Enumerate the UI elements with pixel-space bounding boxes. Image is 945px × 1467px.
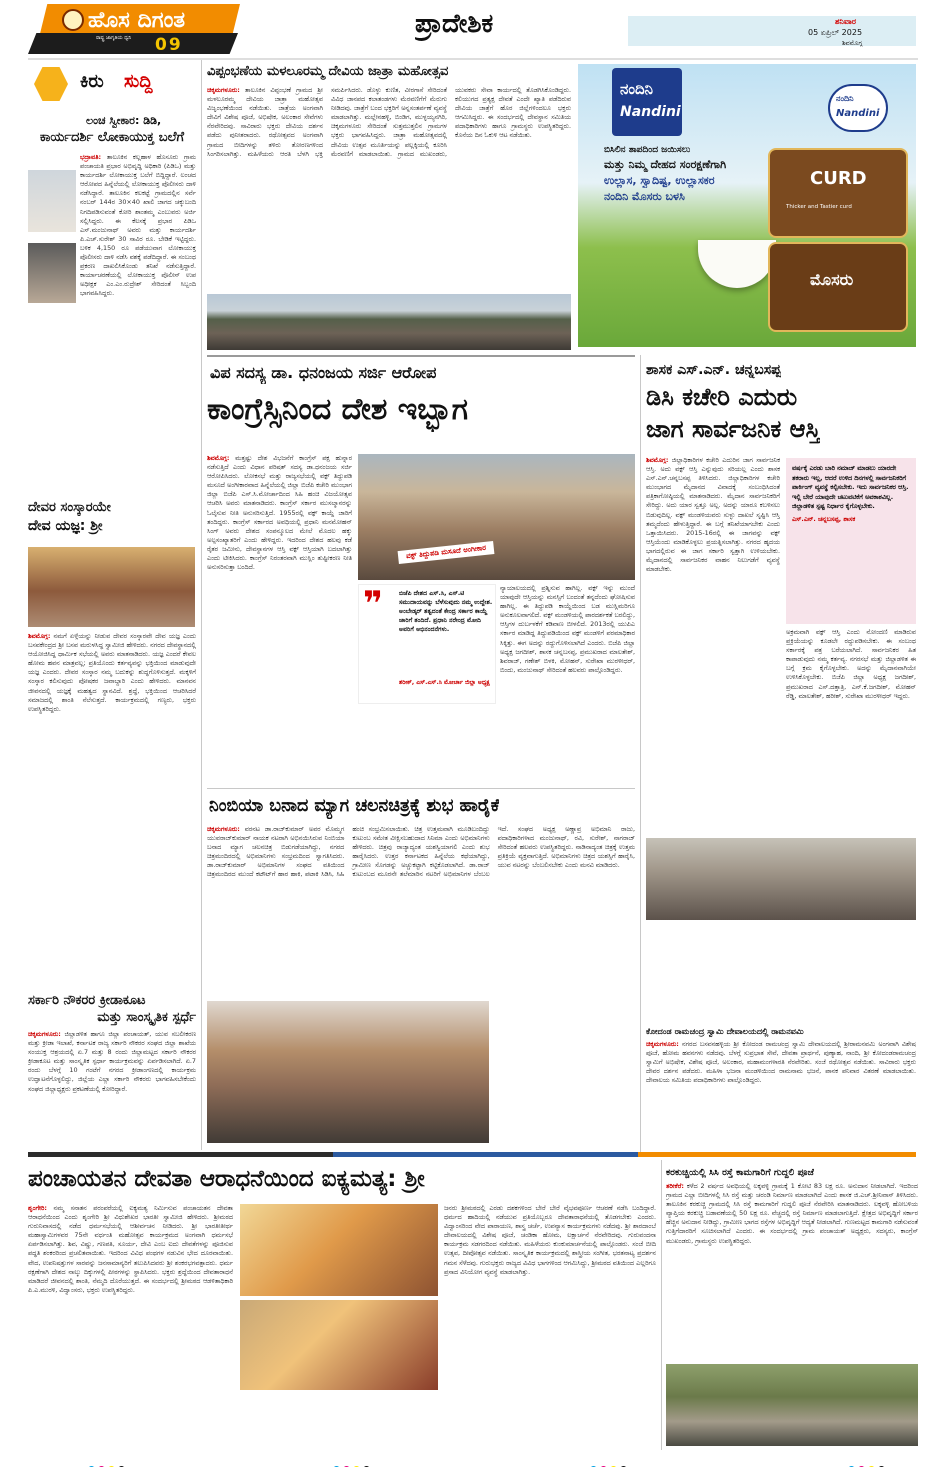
panchayatana-body-1: [28, 1204, 233, 1444]
masthead-city: ಶಿವಮೊಗ್ಗ: [842, 39, 863, 47]
nandini-logo-right-kn: ನಂದಿನಿ: [836, 94, 854, 103]
bottom-bar-orange: [638, 1152, 916, 1157]
ad-line2: ಮತ್ತು ನಿಮ್ಮ ದೇಹದ ಸಂರಕ್ಷಣೆಗಾಗಿ: [604, 158, 727, 171]
panchayatana-content-2: ಜನರು ಶ್ರೀಮಠದಲ್ಲಿ ಎರಡು ದಶಕಗಳಿಂದ ಬೇರೆ ಬೇರೆ ವೈಭವಪೂರ್ಣ ಆಚರಣೆ ನಡೆಸಿ ಬಂದಿದ್ದಾರೆ. ಧರ್ಮದ ಹಾದಿಯಲ್ಲಿ ನಡೆಯುವ ಪ್ರತಿಯೊಬ್ಬರೂ ದೇವತಾರಾಧನೆಯಲ್ಲಿ ತೊಡಗಬೇಕು ಎಂದರು. ವಿದ್ವಾಂಸರಿಂದ ವೇದ ಪಾರಾಯಣ, ಶಾಸ್ತ್ರ ಚರ್ಚೆ, ಉಪನ್ಯಾಸ ಕಾರ್ಯಕ್ರಮಗಳು ನಡೆದವು. ಶ್ರೀ ಶಾರದಾಂಬೆ ದೇವಾಲಯದಲ್ಲಿ ವಿಶೇಷ ಪೂಜೆ, ಚಂಡಿಕಾ ಹೋಮ, ಲಕ್ಷಾರ್ಚನೆ ನೆರವೇರಿದವು. ಗುರುವಂದನಾ ಕಾರ್ಯಕ್ರಮ ಸಡಗರದಿಂದ ನಡೆಯಿತು. ಮಹಿಳೆಯರು ಕುಂಕುಮಾರ್ಚನೆಯಲ್ಲಿ ಪಾಲ್ಗೊಂಡರು. ಸಂಜೆ ಬೀದಿ ಉತ್ಸವ, ದೀಪೋತ್ಸವ ನಡೆಯಿತು. ಸಾಂಸ್ಕೃತಿಕ ಕಾರ್ಯಕ್ರಮದಲ್ಲಿ ಶಾಸ್ತ್ರೀಯ ಸಂಗೀತ, ಭರತನಾಟ್ಯ ಪ್ರದರ್ಶನ ಗಮನ ಸೆಳೆದವು. ಗುರುಭಕ್ತರು ರಾಜ್ಯದ ವಿವಿಧ ಭಾಗಗಳಿಂದ ಆಗಮಿಸಿದ್ದು, ಶ್ರೀಮಠದ ವತಿಯಿಂದ ಎಲ್ಲರಿಗೂ ಪ್ರಸಾದ ವಿನಿಯೋಗ ವ್ಯವಸ್ಥೆ ಮಾಡಲಾಗಿತ್ತು.: [444, 1204, 656, 1276]
story1-title-line2: ಕಾರ್ಯದರ್ಶಿ ಲೋಕಾಯುಕ್ತ ಬಲೆಗೆ: [39, 130, 185, 145]
kodanda-title: ಕೋದಂಡ ರಾಮಚಂದ್ರ ಸ್ವಾಮಿ ದೇವಾಲಯದಲ್ಲಿ ರಾಮನವಮಿ: [646, 1026, 804, 1036]
bottom-bar-blue: [333, 1152, 638, 1157]
dc-story: [646, 360, 916, 940]
dc-kicker: ಶಾಸಕ ಎಸ್.ಎನ್. ಚನ್ನಬಸಪ್ಪ: [646, 362, 782, 378]
registration-dots-4: [848, 1458, 888, 1467]
lead-quote-by: ಶರೀಕ್, ಎಸ್.ಎಸ್.ಸಿ ಮೋರ್ಚಾ ಜಿಲ್ಲಾ ಅಧ್ಯಕ್ಷ: [399, 679, 490, 686]
nandini-logo-left: [612, 68, 682, 136]
masthead-day: ಶನಿವಾರ: [835, 17, 857, 26]
panchayatana-title: ಪಂಚಾಯತನ ದೇವತಾ ಆರಾಧನೆಯಿಂದ ಐಕ್ಯಮತ್ಯ: ಶ್ರೀ: [28, 1166, 425, 1192]
dc-content-1: ಜಿಲ್ಲಾಧಿಕಾರಿಗಳ ಕಚೇರಿ ಎದುರಿನ ಜಾಗ ಸಾರ್ವಜನಿಕ ಆಸ್ತಿ. ಅದು ವಕ್ಫ್ ಆಸ್ತಿ ಎನ್ನುವುದು ಸರಿಯಲ್ಲ ಎಂದು ಶಾಸಕ ಎಸ್.ಎನ್.ಚನ್ನಬಸಪ್ಪ ತಿಳಿಸಿದರು. ಜಿಲ್ಲಾಧಿಕಾರಿಗಳ ಕಚೇರಿ ಮುಂಭಾಗದ ಮೈದಾನದ ವಿವಾದಕ್ಕೆ ಸಂಬಂಧಿಸಿದಂತೆ ಪತ್ರಿಕಾಗೋಷ್ಠಿಯಲ್ಲಿ ಮಾತನಾಡಿದರು. ಮೈದಾನ ಸಾರ್ವಜನಿಕರಿಗೆ ಸೇರಿದ್ದು. ಅದು ಯಾರ ಸ್ವತ್ತೂ ಅಲ್ಲ. ಅದನ್ನು ಯಾರೂ ಕಬಳಿಸಲು ಬಿಡುವುದಿಲ್ಲ. ವಕ್ಫ್ ಮಂಡಳಿಯವರು ಸುಳ್ಳು ದಾಖಲೆ ಸೃಷ್ಟಿಸಿ ಆಸ್ತಿ ತಮ್ಮದೆಂದು ಹೇಳುತ್ತಿದ್ದಾರೆ. ಈ ಬಗ್ಗೆ ತನಿಖೆಯಾಗಬೇಕು ಎಂದು ಒತ್ತಾಯಿಸಿದರು. 2015-16ರಲ್ಲಿ ಈ ಜಾಗವನ್ನು ವಕ್ಫ್ ಆಸ್ತಿಯೆಂದು ಮಾಡಿಕೊಳ್ಳಲು ಪ್ರಯತ್ನಿಸಲಾಗಿತ್ತು. ನಗರದ ಹೃದಯ ಭಾಗದಲ್ಲಿರುವ ಈ ಜಾಗ ಸರ್ಕಾರಿ ಸ್ವತ್ತಾಗಿ ಉಳಿಯಬೇಕು. ಮೈದಾನದಲ್ಲಿ ಸಾರ್ವಜನಿಕರ ವಾಹನ ನಿಲುಗಡೆಗೆ ವ್ಯವಸ್ಥೆ ಮಾಡಬೇಕು.: [646, 456, 780, 574]
jatre-story: [207, 62, 571, 350]
registration-dots-1: [88, 1458, 128, 1467]
karakuchchi-dateline: ತರೀಕೆರೆ:: [666, 1182, 684, 1190]
story3-dateline: ಚಿಕ್ಕಮಗಳೂರು:: [28, 1030, 61, 1038]
dc-quote-box: [786, 458, 916, 624]
dc-body-2: [786, 628, 916, 828]
film-top-rule: [207, 788, 635, 789]
masthead-date: 05 ಏಪ್ರಿಲ್ 2025: [808, 28, 863, 37]
jatre-content: ತಾಲೂಕಿನ ವಿಪ್ಪಂಭಣೆ ಗ್ರಾಮದ ಶ್ರೀ ಮಳಲೂರಮ್ಮ ದೇವಿಯ ಜಾತ್ರಾ ಮಹೋತ್ಸವ ವಿಜೃಂಭಣೆಯಿಂದ ನಡೆಯಿತು. ಜಾತ್ರೆಯ ಅಂಗವಾಗಿ ದೇವಿಗೆ ವಿಶೇಷ ಪೂಜೆ, ಅಭಿಷೇಕ, ಅಲಂಕಾರ ಸೇವೆಗಳು ನೆರವೇರಿದವು. ಸಾವಿರಾರು ಭಕ್ತರು ದೇವಿಯ ದರ್ಶನ ಪಡೆದು ಪುನೀತರಾದರು. ರಥೋತ್ಸವದ ಅಂಗವಾಗಿ ಗ್ರಾಮದ ಬೀದಿಗಳನ್ನು ತಳಿರು ತೋರಣಗಳಿಂದ ಸಿಂಗರಿಸಲಾಗಿತ್ತು. ಮಹಿಳೆಯರು ಆರತಿ ಬೆಳಗಿ ಭಕ್ತಿ ಸಮರ್ಪಿಸಿದರು. ಡೊಳ್ಳು ಕುಣಿತ, ವೀರಗಾಸೆ ಸೇರಿದಂತೆ ವಿವಿಧ ಜಾನಪದ ಕಲಾತಂಡಗಳು ಮೆರವಣಿಗೆಗೆ ಮೆರುಗು ನೀಡಿದವು. ಜಾತ್ರೆಗೆ ಬಂದ ಭಕ್ತರಿಗೆ ಅನ್ನಸಂತರ್ಪಣೆ ವ್ಯವಸ್ಥೆ ಮಾಡಲಾಗಿತ್ತು. ಮಲ್ಲೇನಹಳ್ಳಿ, ಬಿಂಡಿಗ, ಮುಳ್ಳಯ್ಯನಗಿರಿ, ಚಿಕ್ಕಮಗಳೂರು ಸೇರಿದಂತೆ ಸುತ್ತಮುತ್ತಲಿನ ಗ್ರಾಮಗಳ ಭಕ್ತರು ಭಾಗವಹಿಸಿದ್ದರು. ಜಾತ್ರಾ ಮಹೋತ್ಸವದಲ್ಲಿ ದೇವಿಯ ಉತ್ಸವ ಮೂರ್ತಿಯನ್ನು ಪಲ್ಲಕ್ಕಿಯಲ್ಲಿ ಕೂರಿಸಿ ಮೆರವಣಿಗೆ ಮಾಡಲಾಯಿತು. ಗ್ರಾಮದ ಮುಖಂಡರು, ಯುವಕರು ಸೇವಾ ಕಾರ್ಯದಲ್ಲಿ ತೊಡಗಿಸಿಕೊಂಡಿದ್ದರು. ಕಲಿಯುಗದ ಪ್ರತ್ಯಕ್ಷ ದೇವತೆ ಎಂದೇ ಖ್ಯಾತಿ ಪಡೆದಿರುವ ದೇವಿಯ ಜಾತ್ರೆಗೆ ಹೊರ ಜಿಲ್ಲೆಗಳಿಂದಲೂ ಭಕ್ತರು ಆಗಮಿಸಿದ್ದರು. ಈ ಸಂದರ್ಭದಲ್ಲಿ ದೇವಸ್ಥಾನ ಸಮಿತಿಯ ಪದಾಧಿಕಾರಿಗಳು ಹಾಗೂ ಗ್ರಾಮಸ್ಥರು ಉಪಸ್ಥಿತರಿದ್ದರು. ಕೊನೆಯ ದಿನ ಓಕುಳಿ ಆಟ ನಡೆಯಿತು.: [207, 86, 571, 158]
karakuchchi-title: ಕರಕುಚ್ಚಿಯಲ್ಲಿ ಸಿಸಿ ರಸ್ತೆ ಕಾಮಗಾರಿಗೆ ಗುದ್ದಲಿ ಪೂಜೆ: [666, 1167, 815, 1178]
lead-quote-box: [358, 584, 496, 704]
dc-content-2: ಅಕ್ರಮವಾಗಿ ವಕ್ಫ್ ಆಸ್ತಿ ಎಂದು ನೋಂದಣಿ ಮಾಡಿರುವ ಪ್ರಕ್ರಿಯೆಯನ್ನು ಕೂಡಲೇ ರದ್ದುಪಡಿಸಬೇಕು. ಈ ಸಂಬಂಧ ಸರ್ಕಾರಕ್ಕೆ ಪತ್ರ ಬರೆಯಲಾಗಿದೆ. ಸಾರ್ವಜನಿಕರ ಹಿತ ಕಾಪಾಡುವುದು ನಮ್ಮ ಕರ್ತವ್ಯ. ನಗರಸಭೆ ಮತ್ತು ಜಿಲ್ಲಾಡಳಿತ ಈ ಬಗ್ಗೆ ಕ್ರಮ ಕೈಗೊಳ್ಳಬೇಕು. ಅದನ್ನು ಮೈದಾನವಾಗಿಯೇ ಉಳಿಸಿಕೊಳ್ಳಬೇಕು. ಬಿಜೆಪಿ ಜಿಲ್ಲಾ ಅಧ್ಯಕ್ಷ ಜಗದೀಶ್, ಪ್ರಮುಖರಾದ ಎಸ್.ದತ್ತಾತ್ರಿ, ಎನ್.ಕೆ.ಜಗದೀಶ್, ಮೋಹನ್ ರೆಡ್ಡಿ, ಮಾಲತೇಶ್, ಹರೀಶ್, ಸುರೇಖಾ ಮುರಳೀಧರ್ ಇದ್ದರು.: [786, 628, 916, 700]
kirusuddi-label-a: ಕಿರು: [80, 71, 104, 92]
section-title: ಪ್ರಾದೇಶಿಕ: [415, 9, 494, 39]
story2-title-line2: ದೇವ ಯಜ್ಞ: ಶ್ರೀ: [28, 518, 103, 534]
bottom-bar-dark: [28, 1152, 333, 1157]
story2-title-line1: ದೇವರ ಸಂಸ್ಕಾರಯೇ: [28, 500, 111, 515]
panchayatana-body-2: [444, 1204, 656, 1444]
story1-dateline: ಭದ್ರಾವತಿ:: [80, 153, 102, 161]
kirusuddi-badge: [32, 64, 192, 104]
kodanda-body: [646, 1040, 916, 1150]
film-title: ನಿಂಬಿಯಾ ಬನಾದ ಮ್ಯಾಗ ಚಲನಚಿತ್ರಕ್ಕೆ ಶುಭ ಹಾರೈಕೆ: [209, 796, 500, 816]
dc-box-by: ಎಸ್.ಎನ್. ಚನ್ನಬಸಪ್ಪ, ಶಾಸಕ: [792, 515, 856, 523]
jatre-body: [207, 86, 571, 292]
curd-pack-1: [768, 148, 908, 238]
lead-body-right: [500, 584, 635, 780]
panchayatana-photo-1: [240, 1204, 438, 1296]
curd-pack-1-label: CURD: [810, 168, 867, 189]
karakuchchi-body: [666, 1182, 918, 1360]
logo-tagline: ರಾಷ್ಟ್ರ ಜಾಗೃತಿಯ ಧ್ವನಿ: [96, 35, 132, 41]
story1-content: ತಾಲೂಕಿನ ಕಲ್ಲಹಾಳ ಹೊಸೂರು ಗ್ರಾಮ ಪಂಚಾಯತಿ ಪ್ರಭಾರ ಅಭಿವೃದ್ಧಿ ಅಧಿಕಾರಿ (ಪಿಡಿಒ) ಮತ್ತು ಕಾರ್ಯದರ್ಶಿ ಲೋಕಾಯುಕ್ತ ಬಲೆಗೆ ಬಿದ್ದಿದ್ದಾರೆ. ಲಂಚದ ಆರೋಪದ ಹಿನ್ನೆಲೆಯಲ್ಲಿ ಲೋಕಾಯುಕ್ತ ಪೊಲೀಸರು ದಾಳಿ ನಡೆಸಿದ್ದಾರೆ. ತಾಲೂಕಿನ ಕಲಕಟ್ಟೆ ಗ್ರಾಮದಲ್ಲಿನ ಸರ್ವೆ ನಂಬರ್ 144ರ 30×40 ಖಾಲಿ ಜಾಗದ ಚಕ್ಕುಬಂದಿ ನಿಗದಿಪಡಿಸುವಂತೆ ಕೋರಿ ಶಾಂತಮ್ಮ ಎಂಬುವರು ಅರ್ಜಿ ಸಲ್ಲಿಸಿದ್ದರು. ಈ ಕೆಲಸಕ್ಕೆ ಪ್ರಭಾರ ಪಿಡಿಒ ಎಸ್.ಮಂಜುನಾಥ್ ಅವರು ಮತ್ತು ಕಾರ್ಯದರ್ಶಿ ಪಿ.ಎಚ್.ಸುರೇಶ್ 30 ಸಾವಿರ ರೂ. ಬೇಡಿಕೆ ಇಟ್ಟಿದ್ದರು. ಬಳಿಕ 4,150 ರೂ ಪಡೆಯುವಾಗ ಲೋಕಾಯುಕ್ತ ಪೊಲೀಸರು ದಾಳಿ ನಡೆಸಿ ವಶಕ್ಕೆ ಪಡೆದಿದ್ದಾರೆ. ಈ ಸಂಬಂಧ ಪ್ರಕರಣ ದಾಖಲಿಸಿಕೊಂಡು ತನಿಖೆ ನಡೆಸುತ್ತಿದ್ದಾರೆ. ಕಾರ್ಯಾಚರಣೆಯಲ್ಲಿ ಲೋಕಾಯುಕ್ತ ಪೊಲೀಸ್ ಉಪ ಅಧೀಕ್ಷಕ ಎಂ.ಎಂ.ರುದ್ರೇಶ್ ಸೇರಿದಂತೆ ಸಿಬ್ಬಂದಿ ಭಾಗವಹಿಸಿದ್ದರು.: [80, 153, 196, 298]
megaphone-icon: [34, 67, 68, 101]
lead-photo-banner: ವಕ್ಫ್ ತಿದ್ದುಪಡಿ ಮಸೂದೆ ಅಂಗೀಕಾರ: [398, 541, 495, 564]
story1-title-line1: ಲಂಚ ಸ್ವೀಕಾರ: ಡಿಡಿ,: [86, 114, 162, 127]
jatre-photo: [207, 294, 571, 350]
date-box: [628, 16, 916, 46]
jatre-title: ವಿಪ್ಪಂಭಣೆಯ ಮಳಲೂರಮ್ಮ ದೇವಿಯ ಜಾತ್ರಾ ಮಹೋತ್ಸವ: [207, 64, 449, 79]
dc-box-text: ವರ್ಷಕ್ಕೆ ಎರಡು ಬಾರಿ ನಮಾಜ್ ಮಾಡಲು ಯಾರದೇ ತಕರಾರು ಇಲ್ಲ, ಆದರೆ ಉಳಿದ ದಿನಗಳಲ್ಲಿ ಸಾರ್ವಜನಿಕರಿಗೆ ಪಾರ್ಕಿಂಗ್ ವ್ಯವಸ್ಥೆ ಕಲ್ಪಿಸಬೇಕು. ಇದು ಸಾರ್ವಜನಿಕರ ಆಸ್ತಿ. ಇಲ್ಲಿ ಬೇರೆ ಯಾವುದೇ ಚಟುವಟಿಕೆಗೆ ಅವಕಾಶವಿಲ್ಲ. ಜಿಲ್ಲಾಡಳಿತ ಸ್ಪಷ್ಟ ನಿರ್ಧಾರ ಕೈಗೊಳ್ಳಬೇಕು.: [792, 465, 909, 510]
lead-dateline: ಶಿವಮೊಗ್ಗ:: [207, 454, 230, 462]
story2-body: [28, 632, 196, 988]
karakuchchi-content: ಕಳೆದ 2 ವರ್ಷದ ಅವಧಿಯಲ್ಲಿ ಲಕ್ಕವಳ್ಳಿ ಗ್ರಾಮಕ್ಕೆ 1 ಕೋಟಿ 83 ಲಕ್ಷ ರೂ. ಅನುದಾನ ನೀಡಲಾಗಿದೆ. ಇದರಿಂದ ಗ್ರಾಮದ ಎಲ್ಲಾ ಬೀದಿಗಳಲ್ಲಿ ಸಿಸಿ ರಸ್ತೆ ಮತ್ತು ಚರಂಡಿ ನಿರ್ಮಾಣ ಮಾಡಲಾಗಿದೆ ಎಂದು ಶಾಸಕ ಜಿ.ಎಚ್.ಶ್ರೀನಿವಾಸ್ ತಿಳಿಸಿದರು. ತಾಲೂಕಿನ ಕರಕುಚ್ಚಿ ಗ್ರಾಮದಲ್ಲಿ ಸಿಸಿ ರಸ್ತೆ ಕಾಮಗಾರಿಗೆ ಗುದ್ದಲಿ ಪೂಜೆ ನೆರವೇರಿಸಿ ಮಾತನಾಡಿದರು. ಲಕ್ಕವಳ್ಳಿ ಹೋಬಳಿಯ ವ್ಯಾಪ್ತಿಯ ಕರಕುಚ್ಚಿ ಬಡಾವಣೆಯಲ್ಲಿ 50 ಲಕ್ಷ ರೂ. ವೆಚ್ಚದಲ್ಲಿ ರಸ್ತೆ ನಿರ್ಮಾಣ ಮಾಡಲಾಗುತ್ತಿದೆ. ಕ್ಷೇತ್ರದ ಅಭಿವೃದ್ಧಿಗೆ ಸರ್ಕಾರ ಹೆಚ್ಚಿನ ಅನುದಾನ ನೀಡಿದ್ದು, ಗ್ರಾಮೀಣ ಭಾಗದ ರಸ್ತೆಗಳ ಅಭಿವೃದ್ಧಿಗೆ ಆದ್ಯತೆ ನೀಡಲಾಗಿದೆ. ಗುಣಮಟ್ಟದ ಕಾಮಗಾರಿ ನಡೆಸುವಂತೆ ಗುತ್ತಿಗೆದಾರರಿಗೆ ಸೂಚಿಸಲಾಗಿದೆ ಎಂದರು. ಈ ಸಂದರ್ಭದಲ್ಲಿ ಗ್ರಾಮ ಪಂಚಾಯತ್ ಅಧ್ಯಕ್ಷರು, ಸದಸ್ಯರು, ಕಾಂಗ್ರೆಸ್ ಮುಖಂಡರು, ಗ್ರಾಮಸ್ಥರು ಉಪಸ್ಥಿತರಿದ್ದರು.: [666, 1182, 918, 1245]
ad-line4: ನಂದಿನಿ ಮೊಸರು ಬಳಸಿ: [604, 190, 685, 203]
lead-content-1: ಮತ್ತಷ್ಟು ದೇಶ ವಿಭಜನೆಗೆ ಕಾಂಗ್ರೆಸ್ ಪಕ್ಷ ಹುನ್ನಾರ ನಡೆಸುತ್ತಿದೆ ಎಂದು ವಿಧಾನ ಪರಿಷತ್ ಸದಸ್ಯ ಡಾ.ಧನಂಜಯ ಸರ್ಜಿ ಆರೋಪಿಸಿದರು. ಲೋಕಸಭೆ ಮತ್ತು ರಾಜ್ಯಸಭೆಯಲ್ಲಿ ವಕ್ಫ್ ತಿದ್ದುಪಡಿ ಮಸೂದೆ ಅಂಗೀಕಾರವಾದ ಹಿನ್ನೆಲೆಯಲ್ಲಿ ಜಿಲ್ಲಾ ಬಿಜೆಪಿ ಕಚೇರಿ ಮುಂಭಾಗ ಜಿಲ್ಲಾ ಬಿಜೆಪಿ ಎಸ್.ಸಿ.ಮೋರ್ಚಾದಿಂದ ಸಿಹಿ ಹಂಚಿ ವಿಜಯೋತ್ಸವ ಆಚರಿಸಿ ಅವರು ಮಾತನಾಡಿದರು. ಕಾಂಗ್ರೆಸ್ ಸರ್ಕಾರ ಮುಸಲ್ಮಾನರನ್ನು ಓಲೈಸುವ ನೀತಿ ಅನುಸರಿಸುತ್ತಿದೆ. 1955ರಲ್ಲಿ ವಕ್ಫ್ ಕಾಯ್ದೆ ಜಾರಿಗೆ ತಂದಿದ್ದರು. ಕಾಂಗ್ರೆಸ್ ಸರ್ಕಾರದ ಅವಧಿಯಲ್ಲಿ ಪ್ರಧಾನಿ ಮನಮೋಹನ್ ಸಿಂಗ್ ಅವರು ದೇಶದ ಸಂಪನ್ಮೂಲದ ಮೇಲೆ ಮೊದಲ ಹಕ್ಕು ಅಲ್ಪಸಂಖ್ಯಾತರಿಗೆ ಎಂದು ಹೇಳಿದ್ದರು. ಇದರಿಂದ ದೇಶದ ಹಲವು ಕಡೆ ರೈತರ ಜಮೀನು, ದೇವಸ್ಥಾನಗಳ ಆಸ್ತಿ ವಕ್ಫ್ ಆಸ್ತಿಯಾಗಿ ಬದಲಾಗಿತ್ತು ಎಂದು ಟೀಕಿಸಿದರು. ಕಾಂಗ್ರೆಸ್ ನಿರಂತರವಾಗಿ ಮುಸ್ಲಿಂ ತುಷ್ಟೀಕರಣ ನೀತಿ ಅನುಸರಿಸುತ್ತಾ ಬಂದಿದೆ.: [207, 454, 352, 572]
jatre-dateline: ಚಿಕ್ಕಮಗಳೂರು:: [207, 86, 240, 94]
story2-content: ನಮಗೆ ಏಳ್ಗೆಯನ್ನು ನೀಡುವ ದೇವರ ಸಂಸ್ಕಾರವೇ ದೇವ ಯಜ್ಞ ಎಂದು ಬಸವಕೇಂದ್ರದ ಶ್ರೀ ಬಸವ ಮರುಳಸಿದ್ಧ ಸ್ವಾಮೀಜಿ ಹೇಳಿದರು. ನಗರದ ದೇವಸ್ಥಾನದಲ್ಲಿ ಆಯೋಜಿಸಿದ್ದ ಧಾರ್ಮಿಕ ಸಭೆಯಲ್ಲಿ ಅವರು ಮಾತನಾಡಿದರು. ಯಜ್ಞ ಎಂದರೆ ಕೇವಲ ಹೋಮ ಹವನ ಮಾತ್ರವಲ್ಲ; ಪ್ರತಿಯೊಂದು ಕರ್ತವ್ಯವನ್ನು ಭಕ್ತಿಯಿಂದ ಮಾಡುವುದೇ ಯಜ್ಞ ಎಂದರು. ದೇವರ ಸಂಸ್ಕಾರ ನಮ್ಮ ಬದುಕನ್ನು ಶುದ್ಧಗೊಳಿಸುತ್ತದೆ. ಮಕ್ಕಳಿಗೆ ಸಂಸ್ಕಾರ ಕಲಿಸುವುದು ಪೋಷಕರ ಜವಾಬ್ದಾರಿ ಎಂದು ಹೇಳಿದರು. ಮಾನವನ ಜೀವನದಲ್ಲಿ ಯಜ್ಞಕ್ಕೆ ಮಹತ್ವದ ಸ್ಥಾನವಿದೆ. ಶ್ರದ್ಧೆ, ಭಕ್ತಿಯಿಂದ ಆಚರಿಸಿದರೆ ಸಮಾಜದಲ್ಲಿ ಶಾಂತಿ ನೆಲೆಸುತ್ತದೆ. ಕಾರ್ಯಕ್ರಮದಲ್ಲಿ ಗಣ್ಯರು, ಭಕ್ತರು ಉಪಸ್ಥಿತರಿದ್ದರು.: [28, 632, 196, 713]
story1-text: [28, 153, 196, 299]
dc-title-line1: ಡಿಸಿ ಕಚೇರಿ ಎದುರು: [646, 383, 798, 411]
lead-dc-divider: [640, 355, 641, 1155]
film-content: ವರನಟ ಡಾ.ರಾಜ್‌ಕುಮಾರ್ ಅವರ ಮೊಮ್ಮಗ ಯುವರಾಜ್‌ಕುಮಾರ್ ನಾಯಕ ನಟರಾಗಿ ಅಭಿನಯಿಸಿರುವ ನಿಂಬಿಯಾ ಬನಾದ ಮ್ಯಾಗ ಚಲನಚಿತ್ರ ಬಿಡುಗಡೆಯಾಗಿದ್ದು, ನಗರದ ಚಿತ್ರಮಂದಿರದಲ್ಲಿ ಅಭಿಮಾನಿಗಳು ಸಂಭ್ರಮದಿಂದ ಸ್ವಾಗತಿಸಿದರು. ಡಾ.ರಾಜ್‌ಕುಮಾರ್ ಅಭಿಮಾನಿಗಳ ಸಂಘದ ವತಿಯಿಂದ ಚಿತ್ರಮಂದಿರದ ಮುಂದೆ ಕಟೌಟ್‌ಗೆ ಹಾರ ಹಾಕಿ, ಪಟಾಕಿ ಸಿಡಿಸಿ, ಸಿಹಿ ಹಂಚಿ ಸಂಭ್ರಮಿಸಲಾಯಿತು. ಚಿತ್ರ ಉತ್ತಮವಾಗಿ ಮೂಡಿಬಂದಿದ್ದು ಕುಟುಂಬ ಸಮೇತ ವೀಕ್ಷಿಸಬಹುದಾದ ಸಿನಿಮಾ ಎಂದು ಅಭಿಮಾನಿಗಳು ಹೇಳಿದರು. ಚಿತ್ರವು ರಾಜ್ಯಾದ್ಯಂತ ಯಶಸ್ವಿಯಾಗಲಿ ಎಂದು ಶುಭ ಹಾರೈಸಿದರು. ಉತ್ತರ ಕರ್ನಾಟಕದ ಹಿನ್ನೆಲೆಯ ಕಥೆಯಾಗಿದ್ದು, ಗ್ರಾಮೀಣ ಸೊಗಡನ್ನು ಅಚ್ಚುಕಟ್ಟಾಗಿ ಕಟ್ಟಿಕೊಡಲಾಗಿದೆ. ಡಾ.ರಾಜ್ ಕುಟುಂಬದ ಮೂರನೇ ತಲೆಮಾರಿನ ನಟರಿಗೆ ಅಭಿಮಾನಿಗಳ ಬೆಂಬಲ ಇದೆ. ಸಂಘದ ಅಧ್ಯಕ್ಷ ಅಣ್ಣಾವ್ರ ಅಭಿಮಾನಿ ರಾಜು, ಪದಾಧಿಕಾರಿಗಳಾದ ಮಂಜುನಾಥ್, ರವಿ, ಸುರೇಶ್, ನಾಗರಾಜ್ ಸೇರಿದಂತೆ ಹಲವರು ಉಪಸ್ಥಿತರಿದ್ದರು. ನಾಡಿನಾದ್ಯಂತ ಚಿತ್ರಕ್ಕೆ ಉತ್ತಮ ಪ್ರತಿಕ್ರಿಯೆ ವ್ಯಕ್ತವಾಗುತ್ತಿದೆ. ಅಭಿಮಾನಿಗಳು ಚಿತ್ರದ ಯಶಸ್ಸಿಗೆ ಹಾರೈಸಿ, ಯುವ ನಟರನ್ನು ಬೆಂಬಲಿಸಬೇಕು ಎಂದು ಮನವಿ ಮಾಡಿದರು.: [207, 825, 635, 879]
ad-line3: ಉಲ್ಲಾಸ, ಸ್ವಾದಿಷ್ಟ, ಉಲ್ಲಾಸಕರ: [604, 174, 715, 187]
curd-pack-1-sub: Thicker and Tastier curd: [786, 204, 852, 210]
bottom-divider: [661, 1160, 662, 1450]
dc-photo: [646, 838, 916, 920]
curd-bowl-image: [698, 240, 776, 288]
curd-pack-2-label: ಮೊಸರು: [810, 270, 854, 289]
karakuchchi-story: [666, 1164, 918, 1450]
nandini-logo-right-en: Nandini: [836, 108, 880, 119]
panchayatana-story: [28, 1160, 658, 1450]
registration-dots-2: [333, 1458, 373, 1467]
kodanda-content: ನಗರದ ಬಸವನಹಳ್ಳಿಯ ಶ್ರೀ ಕೋದಂಡ ರಾಮಚಂದ್ರ ಸ್ವಾಮಿ ದೇವಾಲಯದಲ್ಲಿ ಶ್ರೀರಾಮನವಮಿ ಅಂಗವಾಗಿ ವಿಶೇಷ ಪೂಜೆ, ಹೋಮ ಹವನಗಳು ನಡೆದವು. ಬೆಳಗ್ಗೆ ಸುಪ್ರಭಾತ ಸೇವೆ, ದೇವತಾ ಪ್ರಾರ್ಥನೆ, ಪುಣ್ಯಾಹ, ನಾಂದಿ, ಶ್ರೀ ಕೋದಂಡರಾಮಚಂದ್ರ ಸ್ವಾಮಿಗೆ ಅಭಿಷೇಕ, ವಿಶೇಷ ಪೂಜೆ, ಅಲಂಕಾರ, ಮಹಾಮಂಗಳಾರತಿ ನೆರವೇರಿತು. ಸಂಜೆ ರಥೋತ್ಸವ ನಡೆಯಿತು. ಸಾವಿರಾರು ಭಕ್ತರು ದೇವರ ದರ್ಶನ ಪಡೆದರು. ಮಹಿಳಾ ಭಜನಾ ಮಂಡಳಿಯಿಂದ ರಾಮನಾಮ ಭಜನೆ, ಪಾನಕ ಪನಿವಾರ ವಿತರಣೆ ಮಾಡಲಾಯಿತು. ದೇವಾಲಯ ಸಮಿತಿಯ ಪದಾಧಿಕಾರಿಗಳು ಪಾಲ್ಗೊಂಡಿದ್ದರು.: [646, 1040, 916, 1085]
lead-photo: [358, 454, 635, 580]
story3-body: [28, 1030, 196, 1148]
lead-content-2: ನ್ಯಾಯಾಲಯದಲ್ಲಿ ಪ್ರಶ್ನಿಸುವ ಹಾಗಿಲ್ಲ. ವಕ್ಫ್ ಇನ್ನು ಮುಂದೆ ಯಾವುದೇ ಆಸ್ತಿಯನ್ನು ಮನಸ್ಸಿಗೆ ಬಂದಂತೆ ತನ್ನದೆಂದು ಘೋಷಿಸುವ ಹಾಗಿಲ್ಲ. ಈ ತಿದ್ದುಪಡಿ ಕಾಯ್ದೆಯಿಂದ ಬಡ ಮುಸ್ಲಿಮರಿಗೂ ಅನುಕೂಲವಾಗಲಿದೆ. ವಕ್ಫ್ ಮಂಡಳಿಯಲ್ಲಿ ಪಾರದರ್ಶಕತೆ ಬರಲಿದ್ದು, ಆಸ್ತಿಗಳ ದುರ್ಬಳಕೆಗೆ ಕಡಿವಾಣ ಬೀಳಲಿದೆ. 2013ರಲ್ಲಿ ಯುಪಿಎ ಸರ್ಕಾರ ಮಾಡಿದ್ದ ತಿದ್ದುಪಡಿಯಿಂದ ವಕ್ಫ್ ಮಂಡಳಿಗೆ ಪರಮಾಧಿಕಾರ ಸಿಕ್ಕಿತ್ತು. ಈಗ ಅದನ್ನು ರದ್ದುಗೊಳಿಸಲಾಗಿದೆ ಎಂದರು. ಬಿಜೆಪಿ ಜಿಲ್ಲಾ ಅಧ್ಯಕ್ಷ ಜಗದೀಶ್, ಶಾಸಕ ಚನ್ನಬಸಪ್ಪ, ಪ್ರಮುಖರಾದ ಮಾಲತೇಶ್, ಶಿವರಾಜ್, ಗಣೇಶ್ ಬಿಳಕಿ, ಮೋಹನ್, ಸುರೇಖಾ ಮುರಳೀಧರ್, ಬಿಂದು, ಮಂಜುನಾಥ್ ಸೇರಿದಂತೆ ಹಲವರು ಪಾಲ್ಗೊಂಡಿದ್ದರು.: [500, 584, 635, 674]
kirusuddi-column: [28, 60, 196, 1150]
logo-emblem-icon: [62, 9, 84, 31]
quote-icon: ❞: [363, 585, 383, 623]
panchayatana-photo-2: [240, 1300, 438, 1390]
panchayatana-dateline: ಶೃಂಗೇರಿ:: [28, 1204, 47, 1212]
kodanda-story: [646, 1026, 916, 1150]
lead-title: ಕಾಂಗ್ರೆಸ್ಸಿನಿಂದ ದೇಶ ಇಬ್ಭಾಗ: [207, 392, 469, 427]
left-column-divider: [201, 60, 202, 1150]
karakuchchi-photo: [666, 1364, 918, 1446]
film-photo: [207, 1001, 489, 1143]
story2-dateline: ಶಿವಮೊಗ್ಗ:: [28, 632, 51, 640]
lead-body-left: [207, 454, 352, 780]
masthead-logo-band: [28, 33, 238, 54]
masthead: [0, 0, 945, 58]
film-story: [207, 793, 635, 1148]
dc-title-line2: ಜಾಗ ಸಾರ್ವಜನಿಕ ಆಸ್ತಿ: [646, 415, 821, 443]
story3-content: ಜಿಲ್ಲಾಡಳಿತ ಹಾಗೂ ಜಿಲ್ಲಾ ಪಂಚಾಯತ್, ಯುವ ಸಬಲೀಕರಣ ಮತ್ತು ಕ್ರೀಡಾ ಇಲಾಖೆ, ಕರ್ನಾಟಕ ರಾಜ್ಯ ಸರ್ಕಾರಿ ನೌಕರರ ಸಂಘದ ಜಿಲ್ಲಾ ಶಾಖೆಯ ಸಂಯುಕ್ತ ಆಶ್ರಯದಲ್ಲಿ ಏ.7 ಮತ್ತು 8 ರಂದು ಜಿಲ್ಲಾಮಟ್ಟದ ಸರ್ಕಾರಿ ನೌಕರರ ಕ್ರೀಡಾಕೂಟ ಮತ್ತು ಸಾಂಸ್ಕೃತಿಕ ಸ್ಪರ್ಧಾ ಕಾರ್ಯಕ್ರಮವನ್ನು ಏರ್ಪಡಿಸಲಾಗಿದೆ. ಏ.7 ರಂದು ಬೆಳಗ್ಗೆ 10 ಗಂಟೆಗೆ ನಗರದ ಕ್ರೀಡಾಂಗಣದಲ್ಲಿ ಕಾರ್ಯಕ್ರಮ ಉದ್ಘಾಟನೆಗೊಳ್ಳಲಿದ್ದು, ಜಿಲ್ಲೆಯ ಎಲ್ಲಾ ಸರ್ಕಾರಿ ನೌಕರರು ಭಾಗವಹಿಸಬೇಕೆಂದು ಸಂಘದ ಜಿಲ್ಲಾಧ್ಯಕ್ಷರು ಪ್ರಕಟಣೆಯಲ್ಲಿ ಕೋರಿದ್ದಾರೆ.: [28, 1030, 196, 1093]
dc-dateline: ಶಿವಮೊಗ್ಗ:: [646, 456, 669, 464]
nandini-logo-left-kn: ನಂದಿನಿ: [620, 80, 654, 98]
lead-story: [207, 362, 635, 782]
panchayatana-content-1: ನಮ್ಮ ಸನಾತನ ಪರಂಪರೆಯಲ್ಲಿ ಐಕ್ಯಮತ್ಯ ನಿರ್ಮಿಸುವ ಪಂಚಾಯತನ ದೇವತಾ ಆರಾಧನೆಯಿಂದ ಎಂದು ಶೃಂಗೇರಿ ಶ್ರೀ ವಿಧುಶೇಖರ ಭಾರತೀ ಸ್ವಾಮೀಜಿ ಹೇಳಿದರು. ಶ್ರೀಮಠದ ಗುರುನಿವಾಸದಲ್ಲಿ ನಡೆದ ಧರ್ಮಸಭೆಯಲ್ಲಿ ಆಶೀರ್ವಚನ ನೀಡಿದರು. ಶ್ರೀ ಭಾರತೀತೀರ್ಥ ಮಹಾಸ್ವಾಮಿಗಳವರ 75ನೇ ವರ್ಧಂತಿ ಮಹೋತ್ಸವ ಕಾರ್ಯಕ್ರಮದ ಅಂಗವಾಗಿ ಧರ್ಮಸಭೆ ಏರ್ಪಡಿಸಲಾಗಿತ್ತು. ಶಿವ, ವಿಷ್ಣು, ಗಣಪತಿ, ಸೂರ್ಯ, ದೇವಿ ಎಂಬ ಐದು ದೇವತೆಗಳನ್ನು ಪೂಜಿಸುವ ಪದ್ಧತಿ ಶಂಕರರಿಂದ ಪ್ರಚಲಿತವಾಯಿತು. ಇದರಿಂದ ವಿವಿಧ ಪಂಥಗಳ ನಡುವಿನ ಭೇದ ದೂರವಾಯಿತು. ವೇದ, ಉಪನಿಷತ್ತುಗಳ ಸಾರವನ್ನು ಜನಸಾಮಾನ್ಯರಿಗೆ ತಲುಪಿಸಿದವರು ಶ್ರೀ ಶಂಕರಭಗವತ್ಪಾದರು. ಧರ್ಮ ರಕ್ಷಣೆಗಾಗಿ ದೇಶದ ನಾಲ್ಕು ದಿಕ್ಕುಗಳಲ್ಲಿ ಪೀಠಗಳನ್ನು ಸ್ಥಾಪಿಸಿದರು. ಭಕ್ತರು ಶ್ರದ್ಧೆಯಿಂದ ದೇವತಾರಾಧನೆ ಮಾಡಿದರೆ ಜೀವನದಲ್ಲಿ ಶಾಂತಿ, ನೆಮ್ಮದಿ ದೊರೆಯುತ್ತದೆ. ಈ ಸಂದರ್ಭದಲ್ಲಿ ಶ್ರೀಮಠದ ಆಡಳಿತಾಧಿಕಾರಿ ಪಿ.ಎ.ಮುರಳಿ, ವಿದ್ವಾಂಸರು, ಭಕ್ತರು ಉಪಸ್ಥಿತರಿದ್ದರು.: [28, 1204, 233, 1294]
story3-title-line2: ಮತ್ತು ಸಾಂಸ್ಕೃತಿಕ ಸ್ಪರ್ಧೆ: [97, 1010, 196, 1025]
nandini-ad: [578, 64, 916, 347]
lead-top-rule: [207, 355, 635, 357]
registration-dots-3: [590, 1458, 630, 1467]
lead-quote-text: ಬಿಜೆಪಿ ದೇಶದ ಎಸ್.ಸಿ, ಎಸ್.ಟಿ ಸಮುದಾಯವನ್ನು ಬೆಳೆಸುವುದು ನಮ್ಮ ಉದ್ದೇಶ. ಅಂಬೇಡ್ಕರ್ ತತ್ವದಂತೆ ಕೇಂದ್ರ ಸರ್ಕಾರ ಕಾಯ್ದೆ ಜಾರಿಗೆ ತಂದಿದೆ. ಪ್ರಧಾನಿ ನರೇಂದ್ರ ಮೋದಿ ಅವರಿಗೆ ಅಭಿನಂದನೆಗಳು.: [399, 590, 493, 633]
kirusuddi-label-b: ಸುದ್ದಿ: [124, 71, 153, 92]
kodanda-dateline: ಚಿಕ್ಕಮಗಳೂರು:: [646, 1040, 679, 1048]
story3-title-line1: ಸರ್ಕಾರಿ ನೌಕರರ ಕ್ರೀಡಾಕೂಟ: [28, 993, 146, 1008]
lead-kicker: ವಿಪ ಸದಸ್ಯ ಡಾ. ಧನಂಜಯ ಸರ್ಜಿ ಆರೋಪ: [210, 363, 437, 382]
logo-text: ಹೊಸ ದಿಗಂತ: [88, 7, 186, 33]
ad-line1: ಬಿಸಿಲಿನ ತಾಪದಿಂದ ಜಯಿಸಲು: [604, 145, 691, 155]
film-dateline: ಚಿಕ್ಕಮಗಳೂರು:: [207, 825, 240, 833]
nandini-logo-left-en: Nandini: [620, 104, 681, 120]
dc-body-1: [646, 456, 780, 758]
page-number: 09: [155, 36, 183, 54]
sabha-photo: [28, 547, 195, 627]
